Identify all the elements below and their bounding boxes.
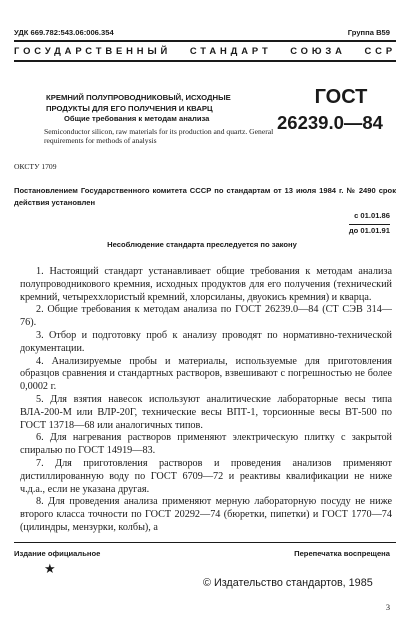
clause-2: 2. Общие требования к методам анализа по ГОСТ 26239.0—84 (СТ СЭВ 314—76). xyxy=(20,304,392,329)
group-code: Группа В59 xyxy=(347,28,390,37)
document-subtitle: Общие требования к методам анализа xyxy=(64,114,210,123)
clause-4: 4. Анализируемые пробы и материалы, используемые для приготовления образцов сравнения и стандартных растворов, взвешивают с погрешностью не более 0,0002 г. xyxy=(20,355,392,393)
clause-3: 3. Отбор и подготовку проб к анализу проводят по нормативно-технической документации. xyxy=(20,329,392,354)
prosecution-notice: Несоблюдение стандарта преследуется по закону xyxy=(107,240,297,249)
banner-rule xyxy=(14,60,396,62)
effective-date-to: до 01.01.91 xyxy=(348,226,390,235)
clause-6: 6. Для нагревания растворов применяют электрическую плитку с закрытой спиралью по ГОСТ 14919—83. xyxy=(20,432,392,457)
effective-date-from: с 01.01.86 xyxy=(354,211,390,220)
decree-text: Постановлением Государственного комитета СССР по стандартам от 13 июля 1984 г. № 2490 срок действия установлен xyxy=(14,186,396,207)
star-icon: ★ xyxy=(44,561,56,576)
standard-body xyxy=(20,266,392,535)
clause-7: 7. Для приготовления растворов и проведения анализов применяют дистиллированную воду по ГОСТ 6709—72 и реактивы квалификации не ниже ч.д.а., если не указана другая. xyxy=(20,457,392,495)
english-title: Semiconductor silicon, raw materials for its production and quartz. General requirements for methods of analysis xyxy=(44,127,274,146)
publisher-copyright: © Издательство стандартов, 1985 xyxy=(203,577,373,589)
udc-code: УДК 669.782:543.06:006.354 xyxy=(14,28,114,37)
document-title: КРЕМНИЙ ПОЛУПРОВОДНИКОВЫЙ, ИСХОДНЫЕ ПРОДУКТЫ ДЛЯ ЕГО ПОЛУЧЕНИЯ И КВАРЦ xyxy=(46,93,231,113)
clause-5: 5. Для взятия навесок используют аналитические лабораторные весы типа ВЛА-200-М или ВЛР-20Г, технические весы ВПТ-1, торсионные весы ВТ-500 по ГОСТ 13718—68 или аналогичных типов. xyxy=(20,393,392,431)
okstu-code: ОКСТУ 1709 xyxy=(14,162,57,171)
standard-banner: ГОСУДАРСТВЕННЫЙ СТАНДАРТ СОЮЗА ССР xyxy=(14,45,396,56)
clause-8: 8. Для проведения анализа применяют мерную лабораторную посуду не ниже второго класса точности по ГОСТ 20292—74 (бюретки, пипетки) и ГОСТ 1770—74 (цилиндры, мензурки, колбы), а xyxy=(20,496,392,533)
official-edition: Издание официальное xyxy=(14,549,101,558)
top-rule xyxy=(14,40,396,42)
footer-rule xyxy=(14,542,396,543)
gost-label: ГОСТ xyxy=(314,86,368,108)
clause-1: 1. Настоящий стандарт устанавливает общие требования к методам анализа полупроводникового кремния, исходных продуктов для его получения (технический кремний, четыреххлористый кремний, хлорсиланы, двуокись кремния) и кварца. xyxy=(20,266,392,303)
page-number: 3 xyxy=(385,603,390,612)
gost-number: 26239.0—84 xyxy=(277,112,383,133)
reprint-notice: Перепечатка воспрещена xyxy=(294,549,390,558)
